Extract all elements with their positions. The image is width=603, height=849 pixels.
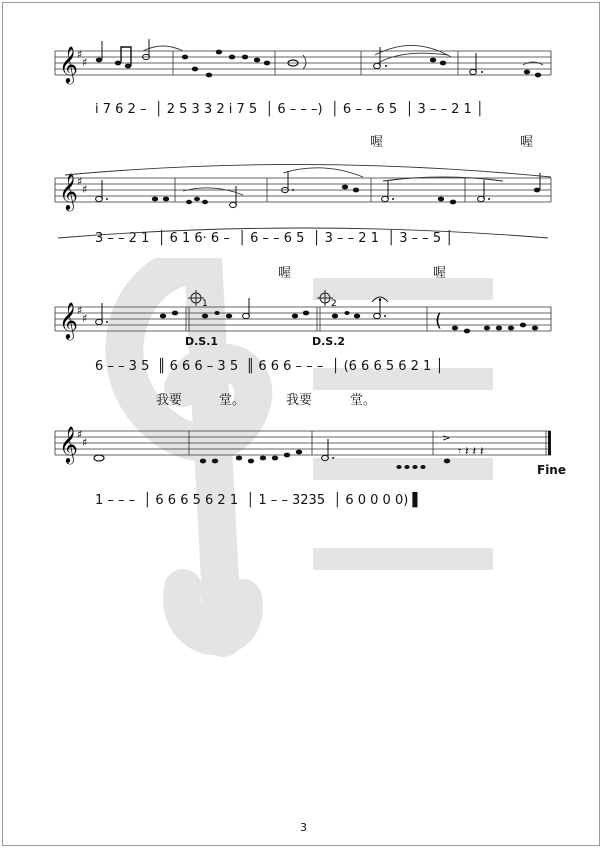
svg-text:♯: ♯ [82, 183, 88, 196]
jianpu-measure: 6 – – 3 5 [95, 359, 150, 374]
jianpu-measure: 6 0 0 0 0) [345, 493, 409, 508]
lyric: 我要 [286, 393, 313, 408]
jianpu-measure: 3 – – 2 1 [417, 102, 472, 117]
svg-text:>: > [442, 433, 451, 444]
lyric: 堂。 [219, 393, 246, 408]
fine-mark: Fine [537, 463, 566, 477]
jianpu-measure: 2 5 3 3 2 i 7 5 [166, 102, 258, 117]
jianpu-line-1: i 7 6 2 – │ 2 5 3 3 2 i 7 5 │ 6 – – –) │ 6 – – 6 5 │ 3 – – 2 1 │ [95, 102, 484, 117]
svg-text:(: ( [435, 310, 443, 331]
jianpu-measure: 3 – – 2 1 [324, 231, 379, 246]
coda-mark-1: 1 [202, 299, 208, 309]
jianpu-measure: 6 6 6 – 3 5 [169, 359, 239, 374]
svg-text:𝄾 𝄽 𝄽 𝄽: 𝄾 𝄽 𝄽 𝄽 [458, 444, 484, 458]
lyric: 我要 [156, 393, 183, 408]
lyric: 喔 [433, 266, 447, 281]
phrase-slur [3, 218, 601, 258]
svg-text:𝄞: 𝄞 [59, 425, 78, 463]
jianpu-measure: 6 6 6 5 6 2 1 [155, 493, 239, 508]
lyric: 喔 [278, 266, 292, 281]
treble-clef: 𝄞 [59, 45, 78, 83]
jianpu-measure: 6 1 6· 6 – [169, 231, 230, 246]
coda-mark-2: 2 [331, 299, 337, 309]
svg-text:♯: ♯ [77, 428, 83, 441]
jianpu-measure: 6 6 6 – – – [258, 359, 324, 374]
lyric: 喔 [520, 135, 534, 150]
staff-system-1 [3, 3, 601, 153]
jianpu-measure: 6 – – –) [277, 102, 323, 117]
score-page [2, 2, 600, 846]
jianpu-measure: 6 – – 6 5 [250, 231, 305, 246]
lyric: 喔 [370, 135, 384, 150]
jianpu-measure: i 7 6 2 – [95, 102, 147, 117]
svg-text:♯: ♯ [82, 56, 88, 69]
jianpu-line-3: 6 – – 3 5 ║ 6 6 6 – 3 5 ║ 6 6 6 – – – │ (6 6 6 5 6 2 1 │ [95, 359, 444, 374]
svg-text:𝄞: 𝄞 [59, 301, 78, 339]
jianpu-measure: 1 – – – [95, 493, 136, 508]
jianpu-measure: 6 – – 6 5 [342, 102, 398, 117]
jianpu-line-2: 3 – – 2 1 │ 6 1 6· 6 – │ 6 – – 6 5 │ 3 – – 2 1 │ 3 – – 5 │ [95, 231, 454, 246]
svg-text:♯: ♯ [82, 436, 88, 449]
svg-text:♯: ♯ [82, 312, 88, 325]
page-number: 3 [300, 821, 307, 834]
ds-2-mark: D.S.2 [312, 335, 346, 348]
svg-text:♯: ♯ [77, 48, 83, 61]
jianpu-measure: 1 – – 3235 [258, 493, 326, 508]
jianpu-measure: 3 – – 5 [399, 231, 442, 246]
ds-1-mark: D.S.1 [185, 335, 219, 348]
jianpu-measure: (6 6 6 5 6 2 1 [343, 359, 432, 374]
jianpu-measure: 3 – – 2 1 [95, 231, 150, 246]
svg-text:𝄞: 𝄞 [59, 172, 78, 210]
jianpu-line-4: 1 – – – │ 6 6 6 5 6 2 1 │ 1 – – 3235 │ 6 0 0 0 0) ▌ [95, 493, 423, 508]
svg-text:♯: ♯ [77, 304, 83, 317]
lyric: 堂。 [350, 393, 377, 408]
svg-text:♯: ♯ [77, 175, 83, 188]
